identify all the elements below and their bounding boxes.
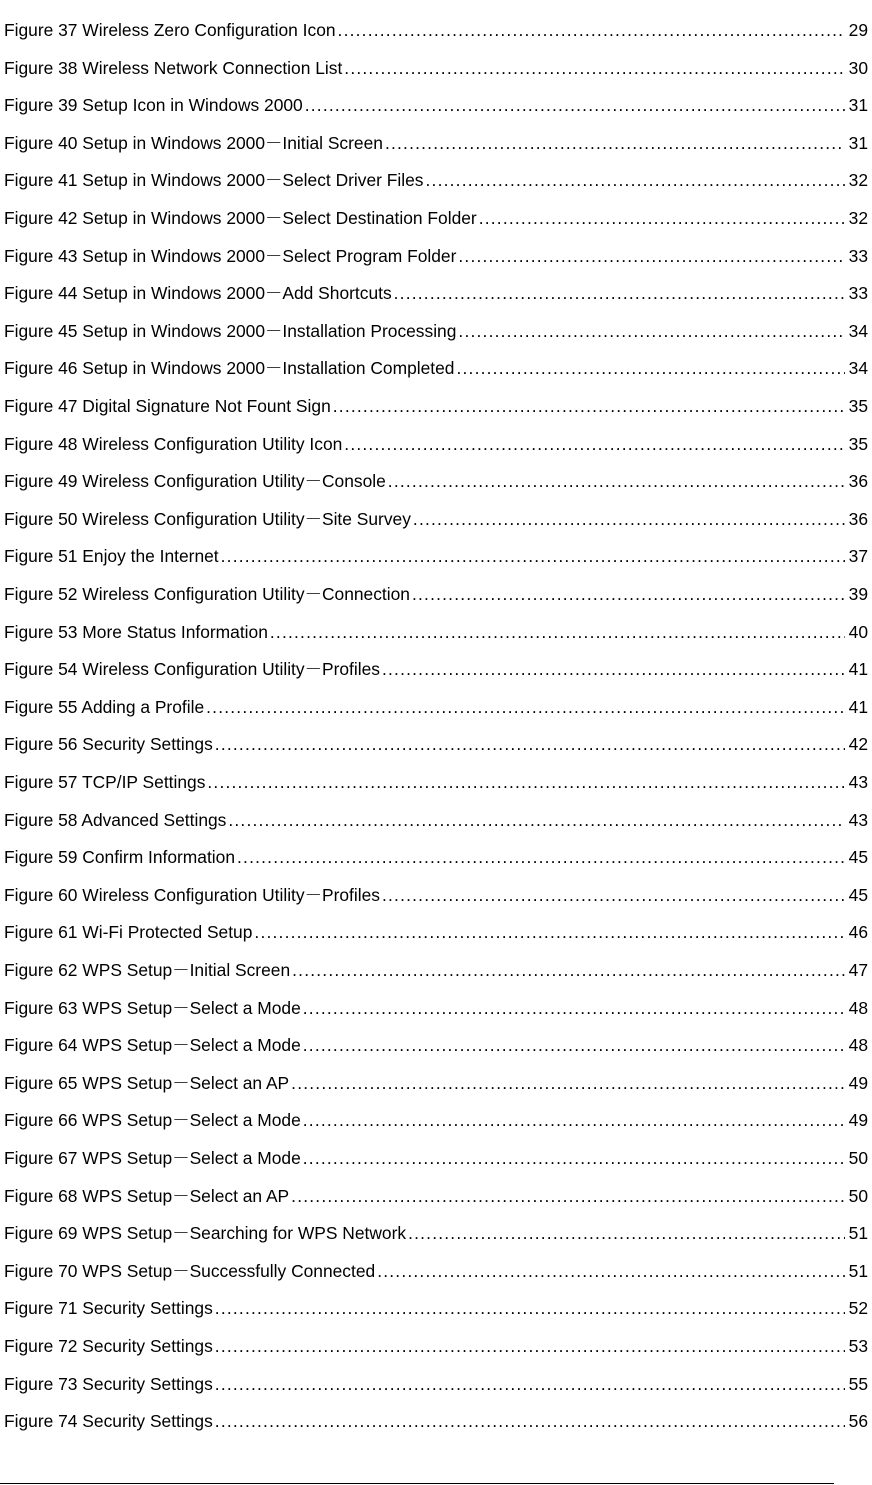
toc-entry-title: Figure 60 Wireless Configuration Utility－Profiles bbox=[4, 884, 380, 905]
toc-entry[interactable] bbox=[4, 805, 868, 831]
toc-entry[interactable] bbox=[4, 15, 868, 41]
toc-entry-title: Figure 47 Digital Signature Not Fount Sign bbox=[4, 396, 331, 416]
toc-dot-leader bbox=[303, 1109, 845, 1131]
toc-entry-title: Figure 73 Security Settings bbox=[4, 1373, 213, 1394]
toc-entry[interactable] bbox=[4, 1331, 868, 1357]
toc-entry[interactable] bbox=[4, 1068, 868, 1094]
toc-entry[interactable] bbox=[4, 391, 868, 417]
toc-entry-title: Figure 63 WPS Setup－Select a Mode bbox=[4, 997, 301, 1018]
toc-entry-title: Figure 38 Wireless Network Connection List bbox=[4, 57, 343, 78]
toc-entry-page-number: 45 bbox=[848, 847, 868, 868]
toc-entry[interactable] bbox=[4, 1143, 868, 1169]
toc-dot-leader bbox=[215, 733, 845, 755]
toc-entry-title: Figure 43 Setup in Windows 2000－Select Program Folder bbox=[4, 245, 457, 266]
toc-entry-page-number: 31 bbox=[848, 95, 868, 116]
toc-entry-page-number: 35 bbox=[848, 396, 868, 416]
toc-entry-page-number: 56 bbox=[848, 1411, 868, 1432]
toc-entry-page-number: 36 bbox=[848, 471, 868, 492]
toc-dot-leader bbox=[408, 1222, 845, 1244]
toc-entry-title: Figure 55 Adding a Profile bbox=[4, 696, 205, 717]
toc-entry[interactable] bbox=[4, 692, 868, 718]
toc-entry-title: Figure 37 Wireless Zero Configuration Icon bbox=[4, 20, 336, 40]
toc-entry-title: Figure 41 Setup in Windows 2000－Select Driver Files bbox=[4, 170, 424, 191]
toc-entry-title: Figure 57 TCP/IP Settings bbox=[4, 772, 206, 792]
toc-entry[interactable] bbox=[4, 466, 868, 492]
toc-entry-title: Figure 39 Setup Icon in Windows 2000 bbox=[4, 95, 303, 116]
toc-entry-page-number: 42 bbox=[848, 734, 868, 755]
toc-dot-leader bbox=[292, 959, 845, 981]
toc-entry-page-number: 39 bbox=[848, 584, 868, 604]
toc-entry[interactable] bbox=[4, 241, 868, 267]
toc-entry-page-number: 31 bbox=[848, 132, 868, 153]
toc-entry-title: Figure 59 Confirm Information bbox=[4, 847, 236, 868]
toc-dot-leader bbox=[303, 1147, 845, 1169]
toc-entry-page-number: 34 bbox=[848, 358, 868, 379]
toc-entry-title: Figure 45 Setup in Windows 2000－Installation Processing bbox=[4, 320, 457, 341]
toc-entry-title: Figure 40 Setup in Windows 2000－Initial Screen bbox=[4, 132, 383, 153]
toc-entry-page-number: 36 bbox=[848, 508, 868, 529]
toc-dot-leader bbox=[338, 19, 845, 41]
toc-dot-leader bbox=[412, 583, 845, 605]
toc-entry-page-number: 50 bbox=[848, 1185, 868, 1206]
toc-entry-page-number: 53 bbox=[848, 1336, 868, 1356]
toc-entry[interactable] bbox=[4, 353, 868, 379]
toc-entry[interactable] bbox=[4, 128, 868, 154]
toc-entry-page-number: 51 bbox=[848, 1223, 868, 1244]
toc-dot-leader bbox=[215, 1297, 845, 1319]
toc-entry-title: Figure 46 Setup in Windows 2000－Installation Completed bbox=[4, 358, 455, 379]
toc-dot-leader bbox=[344, 433, 844, 455]
toc-dot-leader bbox=[215, 1373, 845, 1395]
toc-entry-title: Figure 66 WPS Setup－Select a Mode bbox=[4, 1110, 301, 1131]
toc-dot-leader bbox=[215, 1410, 845, 1432]
toc-entry-title: Figure 56 Security Settings bbox=[4, 734, 213, 755]
toc-dot-leader bbox=[228, 809, 844, 831]
toc-entry[interactable] bbox=[4, 1406, 868, 1432]
toc-entry-page-number: 41 bbox=[848, 696, 868, 717]
toc-entry[interactable] bbox=[4, 1030, 868, 1056]
toc-entry-title: Figure 65 WPS Setup－Select an AP bbox=[4, 1072, 290, 1093]
toc-entry-title: Figure 58 Advanced Settings bbox=[4, 809, 227, 830]
toc-entry-page-number: 55 bbox=[848, 1373, 868, 1394]
toc-entry-page-number: 41 bbox=[848, 659, 868, 680]
toc-entry-page-number: 50 bbox=[848, 1148, 868, 1168]
toc-entry-page-number: 46 bbox=[848, 922, 868, 943]
toc-entry[interactable] bbox=[4, 504, 868, 530]
toc-dot-leader bbox=[458, 320, 844, 342]
toc-dot-leader bbox=[303, 997, 845, 1019]
toc-entry[interactable] bbox=[4, 767, 868, 793]
toc-entry-page-number: 51 bbox=[848, 1260, 868, 1281]
toc-entry-title: Figure 69 WPS Setup－Searching for WPS Network bbox=[4, 1223, 407, 1244]
toc-dot-leader bbox=[377, 1260, 844, 1282]
toc-dot-leader bbox=[413, 508, 845, 530]
toc-entry-page-number: 43 bbox=[848, 772, 868, 792]
toc-entry-title: Figure 64 WPS Setup－Select a Mode bbox=[4, 1035, 301, 1056]
toc-entry-page-number: 48 bbox=[848, 1035, 868, 1056]
toc-dot-leader bbox=[385, 132, 845, 154]
toc-entry[interactable] bbox=[4, 1293, 868, 1319]
toc-entry-title: Figure 42 Setup in Windows 2000－Select Destination Folder bbox=[4, 208, 477, 228]
toc-entry-title: Figure 68 WPS Setup－Select an AP bbox=[4, 1185, 290, 1206]
toc-entry[interactable] bbox=[4, 53, 868, 79]
toc-entry-page-number: 35 bbox=[848, 433, 868, 454]
toc-entry-title: Figure 61 Wi-Fi Protected Setup bbox=[4, 922, 253, 943]
toc-entry[interactable] bbox=[4, 955, 868, 981]
toc-dot-leader bbox=[303, 1034, 845, 1056]
toc-entry-title: Figure 49 Wireless Configuration Utility－Console bbox=[4, 471, 386, 492]
toc-entry-page-number: 37 bbox=[848, 546, 868, 567]
toc-entry-title: Figure 62 WPS Setup－Initial Screen bbox=[4, 960, 291, 980]
toc-entry-page-number: 49 bbox=[848, 1072, 868, 1093]
toc-entry[interactable] bbox=[4, 917, 868, 943]
toc-entry[interactable] bbox=[4, 880, 868, 906]
toc-entry[interactable] bbox=[4, 993, 868, 1019]
toc-entry-title: Figure 74 Security Settings bbox=[4, 1411, 213, 1432]
toc-dot-leader bbox=[254, 921, 844, 943]
toc-dot-leader bbox=[394, 282, 845, 304]
toc-entry[interactable] bbox=[4, 654, 868, 680]
toc-dot-leader bbox=[344, 57, 844, 79]
toc-entry[interactable] bbox=[4, 617, 868, 643]
toc-entry-title: Figure 44 Setup in Windows 2000－Add Shortcuts bbox=[4, 283, 392, 304]
toc-entry-title: Figure 51 Enjoy the Internet bbox=[4, 546, 219, 567]
toc-entry[interactable] bbox=[4, 1105, 868, 1131]
toc-dot-leader bbox=[207, 771, 844, 793]
toc-entry-title: Figure 67 WPS Setup－Select a Mode bbox=[4, 1148, 301, 1168]
footer-divider bbox=[0, 1483, 834, 1484]
toc-dot-leader bbox=[388, 470, 845, 492]
toc-entry-page-number: 34 bbox=[848, 320, 868, 341]
toc-dot-leader bbox=[382, 884, 845, 906]
toc-dot-leader bbox=[479, 207, 845, 229]
toc-dot-leader bbox=[305, 94, 845, 116]
toc-entry[interactable] bbox=[4, 1369, 868, 1395]
toc-dot-leader bbox=[458, 245, 844, 267]
toc-entry-page-number: 32 bbox=[848, 208, 868, 228]
toc-entry[interactable] bbox=[4, 729, 868, 755]
toc-entry-title: Figure 72 Security Settings bbox=[4, 1336, 213, 1356]
toc-entry-page-number: 29 bbox=[848, 20, 868, 40]
toc-entry-page-number: 49 bbox=[848, 1110, 868, 1131]
toc-entry[interactable] bbox=[4, 541, 868, 567]
toc-entry-page-number: 48 bbox=[848, 997, 868, 1018]
toc-dot-leader bbox=[426, 169, 845, 191]
toc-entry[interactable] bbox=[4, 203, 868, 229]
toc-dot-leader bbox=[221, 545, 845, 567]
toc-dot-leader bbox=[270, 621, 845, 643]
toc-dot-leader bbox=[237, 846, 845, 868]
toc-dot-leader bbox=[456, 357, 844, 379]
toc-dot-leader bbox=[333, 395, 845, 417]
toc-entry-title: Figure 52 Wireless Configuration Utility－Connection bbox=[4, 584, 410, 604]
toc-entry-page-number: 52 bbox=[848, 1298, 868, 1319]
toc-entry[interactable] bbox=[4, 316, 868, 342]
toc-dot-leader bbox=[291, 1185, 844, 1207]
toc-entry[interactable] bbox=[4, 842, 868, 868]
toc-entry-title: Figure 48 Wireless Configuration Utility Icon bbox=[4, 433, 343, 454]
toc-entry[interactable] bbox=[4, 165, 868, 191]
toc-entry-title: Figure 70 WPS Setup－Successfully Connected bbox=[4, 1260, 376, 1281]
toc-entry-page-number: 43 bbox=[848, 809, 868, 830]
toc-dot-leader bbox=[382, 658, 845, 680]
toc-entry[interactable] bbox=[4, 278, 868, 304]
toc-entry-page-number: 33 bbox=[848, 245, 868, 266]
toc-entry[interactable] bbox=[4, 1256, 868, 1282]
toc-entry-page-number: 40 bbox=[848, 621, 868, 642]
toc-entry[interactable] bbox=[4, 579, 868, 605]
toc-entry-page-number: 47 bbox=[848, 960, 868, 980]
toc-entry[interactable] bbox=[4, 1218, 868, 1244]
toc-entry-title: Figure 50 Wireless Configuration Utility－Site Survey bbox=[4, 508, 411, 529]
toc-entry-page-number: 30 bbox=[848, 57, 868, 78]
toc-entry-title: Figure 71 Security Settings bbox=[4, 1298, 213, 1319]
toc-entry-page-number: 32 bbox=[848, 170, 868, 191]
toc-entry[interactable] bbox=[4, 429, 868, 455]
toc-entry-page-number: 33 bbox=[848, 283, 868, 304]
toc-entry[interactable] bbox=[4, 1181, 868, 1207]
toc-entry-page-number: 45 bbox=[848, 884, 868, 905]
toc-entry-title: Figure 53 More Status Information bbox=[4, 621, 268, 642]
toc-dot-leader bbox=[215, 1335, 845, 1357]
toc-entry[interactable] bbox=[4, 90, 868, 116]
toc-entry-title: Figure 54 Wireless Configuration Utility－Profiles bbox=[4, 659, 380, 680]
toc-dot-leader bbox=[291, 1072, 844, 1094]
toc-dot-leader bbox=[206, 696, 845, 718]
